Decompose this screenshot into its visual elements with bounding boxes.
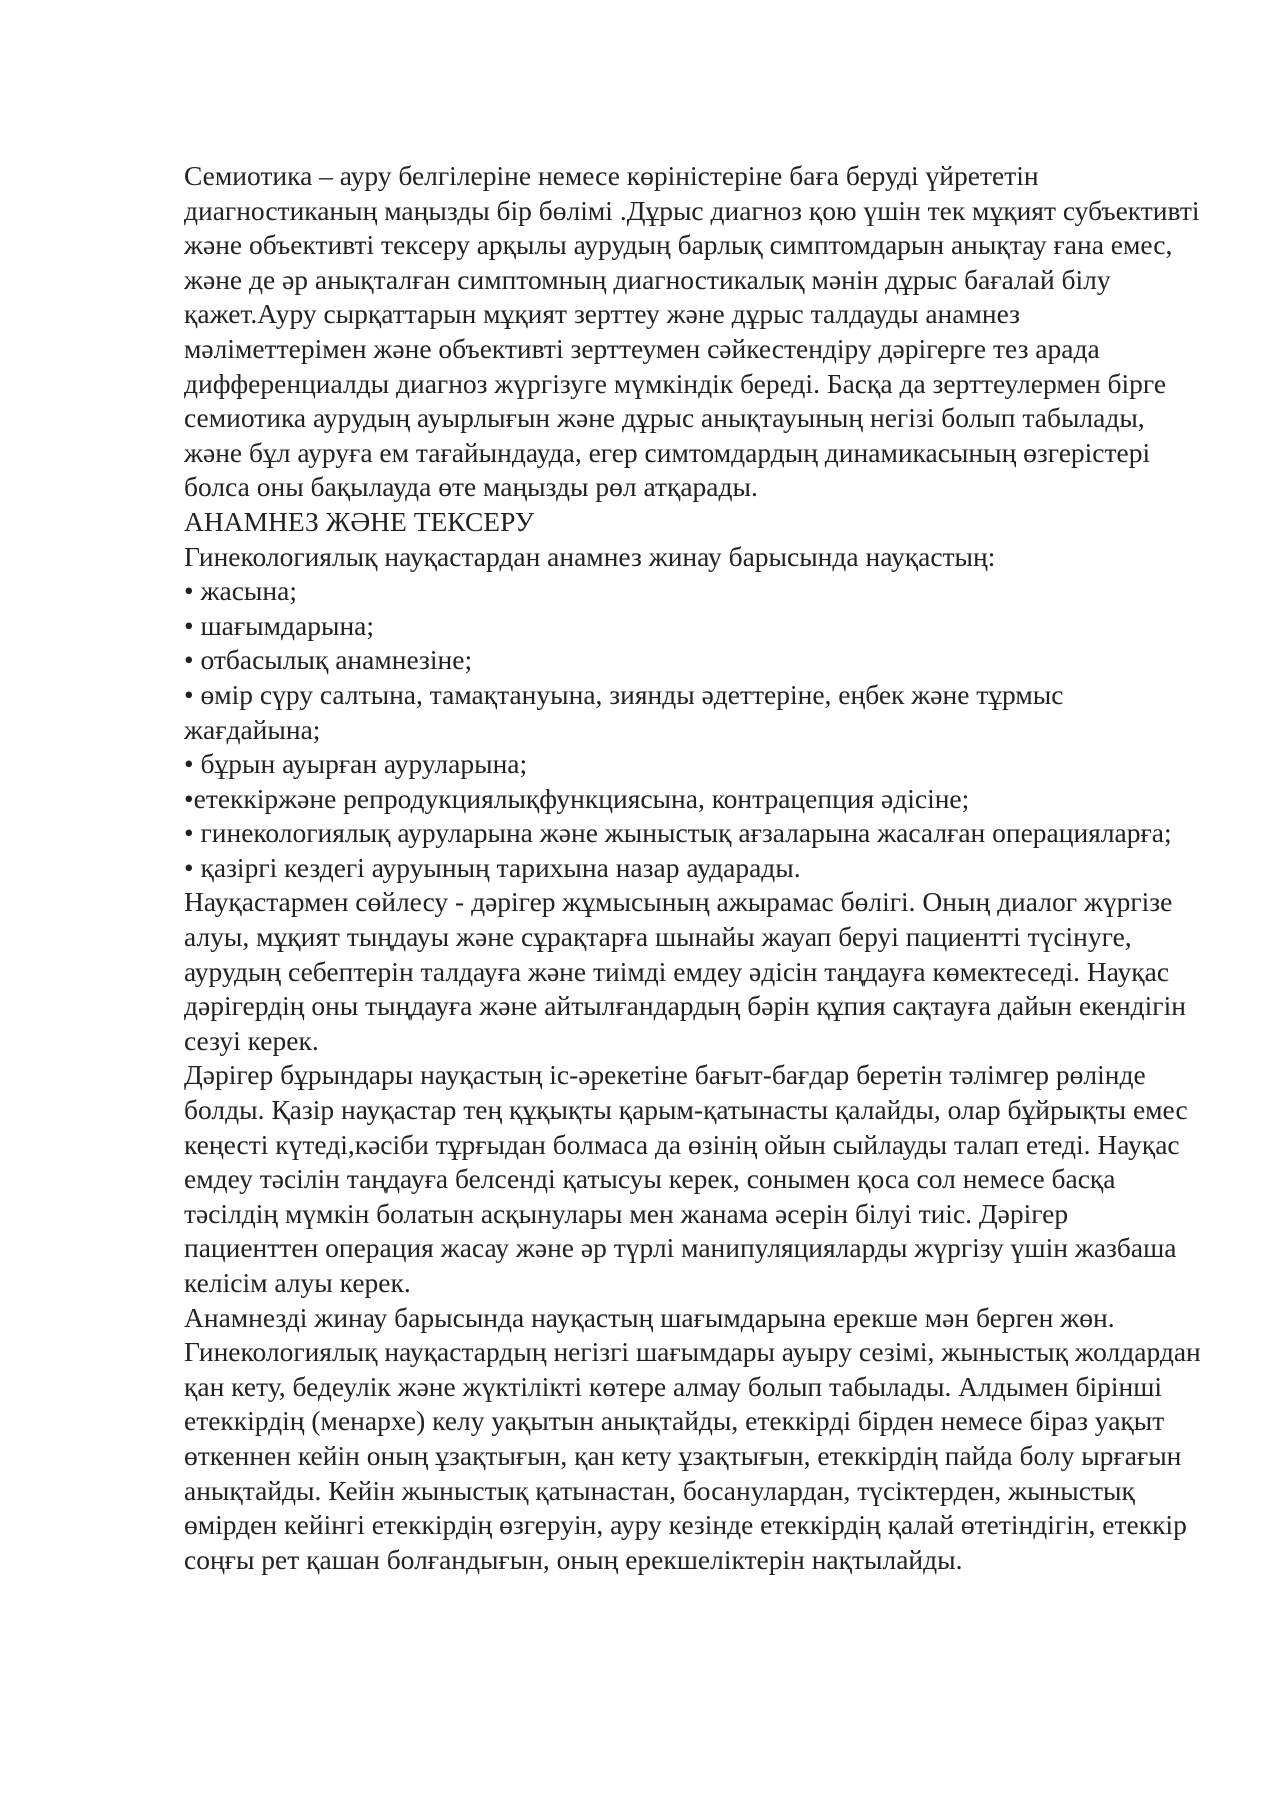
list-item: • өмір сүру салтына, тамақтануына, зиянды әдеттеріне, еңбек және тұрмыс жағдайына;: [184, 678, 1064, 745]
anamnesis-list: [184, 574, 1204, 885]
section-heading: АНАМНЕЗ ЖӘНЕ ТЕКСЕРУ: [184, 505, 535, 537]
list-intro: Гинекологиялық науқастардан анамнез жинау барысында науқастың:: [184, 540, 996, 572]
list-item: • гинекологиялық ауруларына және жыныстық ағзаларына жасалған операцияларға;: [184, 817, 1172, 849]
dialogue-paragraph: Науқастармен сөйлесу - дәрігер жұмысының ажырамас бөлігі. Оның диалог жүргізе алуы, мұқият тыңдауы және сұрақтарға шынайы жауап беруі пациентті түсінуге, аурудың себептерін талдауға және тиімді емдеу әдісін таңдауға көмектеседі. Науқас дәрігердің оны тыңдауға және айтылғандардың бәрін құпия сақтауға дайын екендігін сезуі керек.: [184, 886, 1186, 1056]
list-item: • қазіргі кездегі ауруының тарихына назар аударады.: [184, 851, 801, 883]
list-item: • бұрын ауырған ауруларына;: [184, 748, 528, 780]
list-item: • шағымдарына;: [184, 609, 375, 641]
list-item: • отбасылық анамнезіне;: [184, 644, 473, 676]
list-item: • жасына;: [184, 575, 297, 607]
complaints-paragraph: Анамнезді жинау барысында науқастың шағымдарына ерекше мән берген жөн. Гинекологиялық науқастардың негізгі шағымдары ауыру сезімі, жыныстық жолдардан қан кету, бедеулік және жүктілікті көтере алмау болып табылады. Алдымен бірінші етеккірдің (менархе) келу уақытын анықтайды, етеккірді бірден немесе біраз уақыт өткеннен кейін оның ұзақтығын, қан кету ұзақтығын, етеккірдің пайда болу ырғағын анықтайды. Кейін жыныстық қатынастан, босанулардан, түсіктерден, жыныстық өмірден кейінгі етеккірдің өзгеруін, ауру кезінде етеккірдің қалай өтетіндігін, етеккір соңғы рет қашан болғандығын, оның ерекшеліктерін нақтылайды.: [184, 1301, 1201, 1575]
intro-paragraph: Семиотика – ауру белгілеріне немесе көріністеріне баға беруді үйрететін диагностиканың маңызды бір бөлімі .Дұрыс диагноз қою үшін тек мұқият субъективті және объективті тексеру арқылы аурудың барлық симптомдарын анықтау ғана емес, және де әр анықталған симптомның диагностикалық мәнін дұрыс бағалай білу қажет.Ауру сырқаттарын мұқият зерттеу және дұрыс талдауды анамнез мәліметтерімен және объективті зерттеумен сәйкестендіру дәрігерге тез арада дифференциалды диагноз жүргізуге мүмкіндік береді. Басқа да зерттеулермен бірге семиотика аурудың ауырлығын және дұрыс анықтауының негізі болып табылады, және бұл ауруға ем тағайындауда, егер симтомдардың динамикасының өзгерістері болса оны бақылауда өте маңызды рөл атқарады.: [184, 160, 1200, 503]
document-page: [184, 159, 1204, 1577]
list-item: •етеккіржәне репродукциялықфункциясына, контрацепция әдісіне;: [184, 782, 970, 814]
doctor-role-paragraph: Дәрігер бұрындары науқастың іс-әрекетіне бағыт-бағдар беретін тәлімгер рөлінде болды. Қазір науқастар тең құқықты қарым-қатынасты қалайды, олар бұйрықты емес кеңесті күтеді,кәсіби тұрғыдан болмаса да өзінің ойын сыйлауды талап етеді. Науқас емдеу тәсілін таңдауға белсенді қатысуы керек, сонымен қоса сол немесе басқа тәсілдің мүмкін болатын асқынулары мен жанама әсерін білуі тиіс. Дәрігер пациенттен операция жасау және әр түрлі манипуляцияларды жүргізу үшін жазбаша келісім алуы керек.: [184, 1059, 1188, 1298]
